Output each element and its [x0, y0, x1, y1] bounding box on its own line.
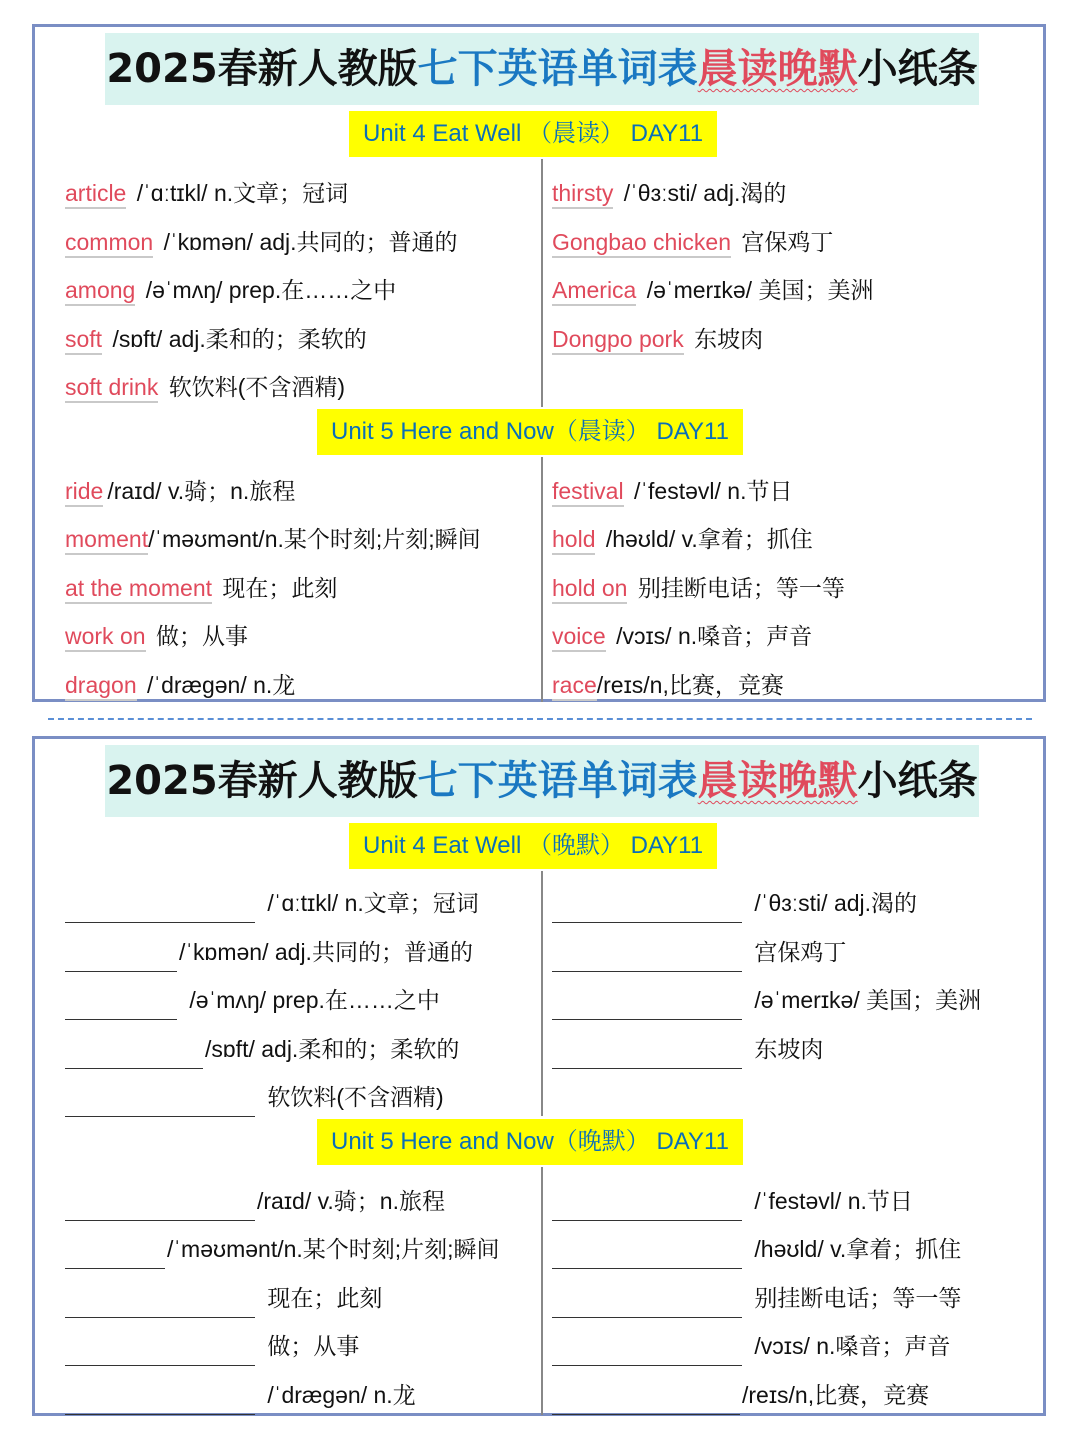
- list-item: [552, 1229, 961, 1269]
- vocab-definition: 宫保鸡丁: [741, 229, 834, 255]
- vocab-definition: /əˈmʌŋ/ prep.在……之中: [145, 277, 397, 303]
- list-item: [552, 319, 763, 359]
- answer-blank[interactable]: [552, 1192, 742, 1221]
- vocab-word: work on: [65, 623, 146, 652]
- vocab-word: race: [552, 672, 597, 701]
- list-item: [65, 319, 367, 359]
- vocab-definition: /ˈkɒmən/ adj.共同的；普通的: [179, 939, 473, 965]
- answer-blank[interactable]: [552, 943, 742, 972]
- column-divider: [541, 1167, 543, 1415]
- vocab-definition: 宫保鸡丁: [754, 939, 847, 965]
- vocab-word: hold: [552, 526, 595, 555]
- list-item: [65, 568, 337, 608]
- dashed-divider: [48, 718, 1032, 720]
- list-item: [552, 270, 873, 310]
- list-item: [65, 1029, 459, 1069]
- column-divider: [541, 871, 543, 1116]
- vocab-definition: 现在；此刻: [222, 575, 338, 601]
- answer-blank[interactable]: [552, 1289, 742, 1318]
- answer-blank[interactable]: [65, 1040, 203, 1069]
- vocab-definition: 别挂断电话；等一等: [637, 575, 845, 601]
- vocab-definition: 做；从事: [267, 1333, 360, 1359]
- list-item: [65, 1181, 445, 1221]
- list-item: [65, 616, 248, 656]
- vocab-definition: 软饮料(不含酒精): [267, 1084, 444, 1110]
- vocab-definition: 别挂断电话；等一等: [754, 1285, 962, 1311]
- list-item: [552, 1326, 950, 1366]
- page-title: [105, 33, 979, 105]
- vocab-definition: /əˈmʌŋ/ prep.在……之中: [189, 987, 440, 1013]
- vocab-definition: /əˈmerɪkə/ 美国；美洲: [646, 277, 874, 303]
- list-item: [552, 883, 917, 923]
- answer-blank[interactable]: [65, 1386, 255, 1415]
- vocab-definition: /ˈθɜːsti/ adj.渴的: [623, 180, 787, 206]
- answer-blank[interactable]: [65, 894, 255, 923]
- vocab-definition: /ˈɑːtɪkl/ n.文章；冠词: [136, 180, 349, 206]
- list-item: [552, 1181, 913, 1221]
- answer-blank[interactable]: [552, 991, 742, 1020]
- vocab-definition: /reɪs/n,比赛，竞赛: [742, 1382, 930, 1408]
- vocab-word: ride: [65, 478, 103, 507]
- list-item: [552, 616, 812, 656]
- vocab-word: America: [552, 277, 636, 306]
- list-item: [65, 173, 348, 213]
- list-item: [65, 222, 458, 262]
- list-item: [552, 980, 981, 1020]
- answer-blank[interactable]: [552, 1040, 742, 1069]
- vocab-definition: /ˈɑːtɪkl/ n.文章；冠词: [267, 890, 479, 916]
- list-item: [65, 980, 440, 1020]
- list-item: [65, 883, 479, 923]
- title-part-1: 2025春新人教版: [106, 758, 418, 804]
- answer-blank[interactable]: [65, 1088, 255, 1117]
- list-item: [552, 519, 813, 559]
- list-item: [552, 222, 833, 262]
- vocab-word: Dongpo pork: [552, 326, 684, 355]
- vocab-word: soft: [65, 326, 102, 355]
- vocab-definition: 东坡肉: [754, 1036, 824, 1062]
- vocab-definition: /raɪd/ v.骑；n.旅程: [257, 1188, 445, 1214]
- list-item: [552, 1375, 929, 1415]
- morning-reading-card: [32, 24, 1046, 702]
- vocab-definition: /ˈfestəvl/ n.节日: [754, 1188, 913, 1214]
- vocab-word: moment: [65, 526, 148, 555]
- unit5-evening-banner: Unit 5 Here and Now（晚默） DAY11: [317, 1119, 743, 1165]
- vocab-definition: /ˈməʊmənt/n.某个时刻;片刻;瞬间: [148, 526, 481, 552]
- list-item: [552, 568, 845, 608]
- vocab-definition: /ˈθɜːsti/ adj.渴的: [754, 890, 918, 916]
- vocab-word: at the moment: [65, 575, 212, 604]
- vocab-definition: /həʊld/ v.拿着；抓住: [605, 526, 813, 552]
- list-item: [65, 1077, 444, 1117]
- title-part-4: 小纸条: [857, 758, 978, 804]
- answer-blank[interactable]: [65, 1289, 255, 1318]
- vocab-definition: /reɪs/n,比赛，竞赛: [596, 672, 784, 698]
- vocab-definition: /vɔɪs/ n.嗓音；声音: [616, 623, 813, 649]
- list-item: [65, 270, 396, 310]
- answer-blank[interactable]: [552, 1386, 740, 1415]
- vocab-definition: /vɔɪs/ n.嗓音；声音: [754, 1333, 951, 1359]
- answer-blank[interactable]: [65, 943, 177, 972]
- list-item: [552, 932, 846, 972]
- title-part-2: 七下英语单词表: [417, 46, 698, 92]
- vocab-word: dragon: [65, 672, 137, 701]
- list-item: [552, 665, 784, 705]
- vocab-word: soft drink: [65, 374, 158, 403]
- title-part-4: 小纸条: [857, 46, 978, 92]
- title-part-2: 七下英语单词表: [417, 758, 698, 804]
- answer-blank[interactable]: [65, 1192, 255, 1221]
- list-item: [552, 471, 792, 511]
- vocab-definition: 做；从事: [155, 623, 248, 649]
- vocab-definition: 东坡肉: [694, 326, 764, 352]
- vocab-word: common: [65, 229, 153, 258]
- title-part-3: 晨读晚默: [697, 46, 858, 92]
- vocab-definition: /ˈməʊmənt/n.某个时刻;片刻;瞬间: [167, 1236, 500, 1262]
- vocab-definition: /ˈfestəvl/ n.节日: [633, 478, 793, 504]
- vocab-definition: /ˈdræɡən/ n.龙: [267, 1382, 416, 1408]
- list-item: [552, 1029, 823, 1069]
- answer-blank[interactable]: [552, 1337, 742, 1366]
- vocab-word: thirsty: [552, 180, 613, 209]
- vocab-definition: /həʊld/ v.拿着；抓住: [754, 1236, 962, 1262]
- unit4-evening-banner: Unit 4 Eat Well （晚默） DAY11: [349, 823, 717, 869]
- unit5-morning-banner: Unit 5 Here and Now（晨读） DAY11: [317, 409, 743, 455]
- list-item: [65, 1229, 500, 1269]
- vocab-definition: /əˈmerɪkə/ 美国；美洲: [754, 987, 982, 1013]
- page-title: [105, 745, 979, 817]
- vocab-definition: 软饮料(不含酒精): [168, 374, 346, 400]
- vocab-word: voice: [552, 623, 606, 652]
- vocab-word: article: [65, 180, 126, 209]
- vocab-word: festival: [552, 478, 624, 507]
- vocab-word: among: [65, 277, 135, 306]
- list-item: [552, 1278, 961, 1318]
- list-item: [65, 1326, 359, 1366]
- list-item: [65, 1278, 382, 1318]
- answer-blank[interactable]: [552, 894, 742, 923]
- vocab-word: Gongbao chicken: [552, 229, 731, 258]
- vocab-definition: /ˈkɒmən/ adj.共同的；普通的: [163, 229, 458, 255]
- answer-blank[interactable]: [65, 991, 177, 1020]
- vocab-definition: /sɒft/ adj.柔和的；柔软的: [205, 1036, 460, 1062]
- vocab-definition: /ˈdræɡən/ n.龙: [147, 672, 296, 698]
- list-item: [65, 1375, 416, 1415]
- evening-dictation-card: [32, 736, 1046, 1416]
- list-item: [65, 665, 295, 705]
- answer-blank[interactable]: [65, 1337, 255, 1366]
- vocab-word: hold on: [552, 575, 627, 604]
- unit4-morning-banner: Unit 4 Eat Well （晨读） DAY11: [349, 111, 717, 157]
- vocab-definition: /sɒft/ adj.柔和的；柔软的: [112, 326, 367, 352]
- list-item: [65, 367, 345, 407]
- list-item: [65, 471, 295, 511]
- vocab-definition: 现在；此刻: [267, 1285, 383, 1311]
- column-divider: [541, 457, 543, 702]
- vocab-definition: /raɪd/ v.骑；n.旅程: [107, 478, 296, 504]
- list-item: [552, 173, 786, 213]
- list-item: [65, 519, 481, 559]
- title-part-3: 晨读晚默: [697, 758, 858, 804]
- column-divider: [541, 159, 543, 407]
- answer-blank[interactable]: [552, 1240, 742, 1269]
- title-part-1: 2025春新人教版: [106, 46, 418, 92]
- answer-blank[interactable]: [65, 1240, 165, 1269]
- list-item: [65, 932, 473, 972]
